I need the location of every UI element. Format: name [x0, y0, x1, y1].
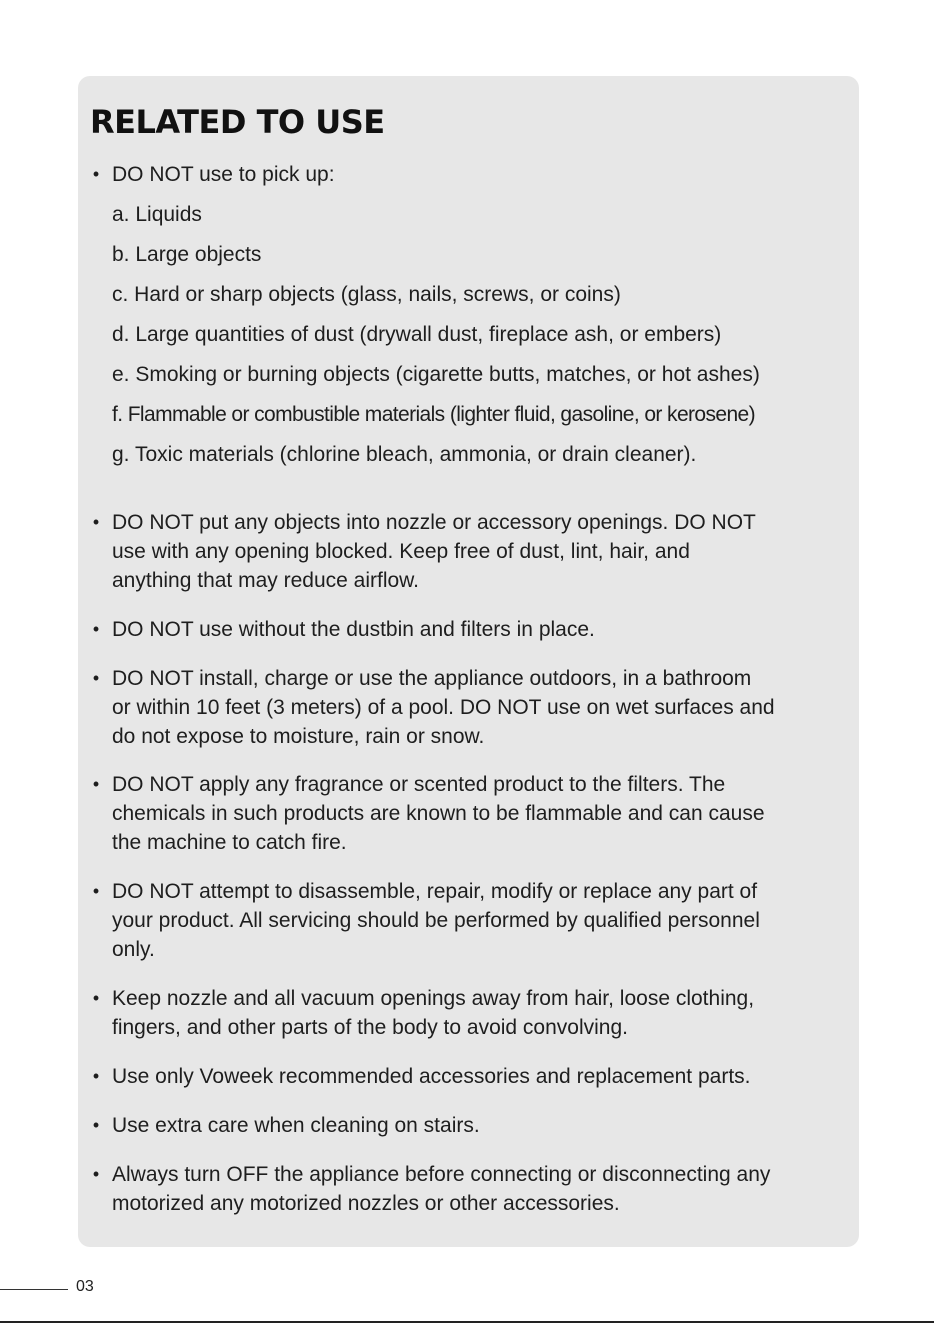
bullet-icon: •	[92, 512, 100, 532]
bottom-rule	[0, 1321, 934, 1323]
sub-item-g: g. Toxic materials (chlorine bleach, ammonia, or drain cleaner).	[112, 443, 697, 466]
sub-item-e: e. Smoking or burning objects (cigarette butts, matches, or hot ashes)	[112, 363, 760, 386]
bullet-icon: •	[92, 1115, 100, 1135]
sub-item-a: a. Liquids	[112, 203, 202, 226]
bullet-icon: •	[92, 1066, 100, 1086]
list-item-text: DO NOT use without the dustbin and filters in place.	[112, 618, 595, 641]
footer-divider	[0, 1289, 68, 1290]
bullet-icon: •	[92, 988, 100, 1008]
bullet-icon: •	[92, 1164, 100, 1184]
sub-item-d: d. Large quantities of dust (drywall dust, fireplace ash, or embers)	[112, 323, 722, 346]
list-item-text: DO NOT use to pick up:	[112, 163, 335, 186]
sub-item-b: b. Large objects	[112, 243, 262, 266]
list-item-text: DO NOT install, charge or use the appliance outdoors, in a bathroom or within 10 feet (3 meters) of a pool. DO NOT use on wet surfaces and do not expose to moisture, rain or snow.	[112, 667, 775, 748]
list-item-text: DO NOT apply any fragrance or scented product to the filters. The chemicals in such products are known to be flammable and can cause the machine to catch fire.	[112, 773, 765, 854]
list-item-text: Keep nozzle and all vacuum openings away from hair, loose clothing, fingers, and other parts of the body to avoid convolving.	[112, 987, 755, 1039]
sub-item-f: f. Flammable or combustible materials (lighter fluid, gasoline, or kerosene)	[112, 403, 756, 426]
safety-panel	[78, 76, 859, 1247]
bullet-icon: •	[92, 619, 100, 639]
list-item-text: Always turn OFF the appliance before connecting or disconnecting any motorized any motorized nozzles or other accessories.	[112, 1163, 771, 1215]
section-title: RELATED TO USE	[90, 103, 385, 141]
bullet-icon: •	[92, 668, 100, 688]
page-number: 03	[76, 1278, 94, 1295]
list-item-text: Use extra care when cleaning on stairs.	[112, 1114, 480, 1137]
bullet-icon: •	[92, 881, 100, 901]
list-item-text: DO NOT put any objects into nozzle or accessory openings. DO NOT use with any opening blocked. Keep free of dust, lint, hair, and anything that may reduce airflow.	[112, 511, 756, 592]
bullet-icon: •	[92, 164, 100, 184]
sub-item-c: c. Hard or sharp objects (glass, nails, screws, or coins)	[112, 283, 621, 306]
bullet-icon: •	[92, 774, 100, 794]
list-item-text: DO NOT attempt to disassemble, repair, modify or replace any part of your product. All servicing should be performed by qualified personnel only.	[112, 880, 760, 961]
list-item-text: Use only Voweek recommended accessories and replacement parts.	[112, 1065, 751, 1088]
